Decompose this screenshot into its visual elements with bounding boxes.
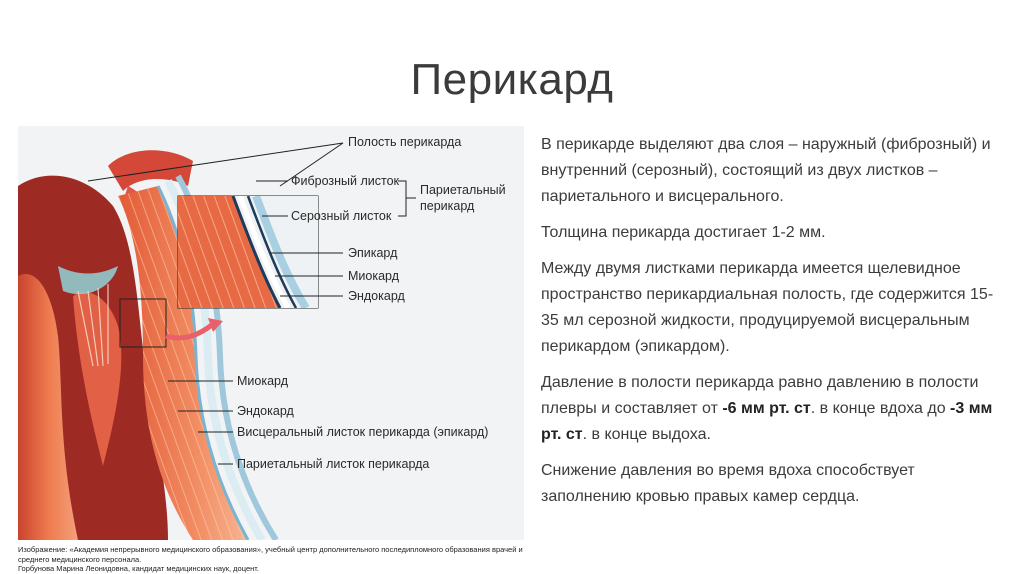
paragraph-cavity: Между двумя листками перикарда имеется щелевидное пространство перикардиальная полость, где содержится 15-35 мл серозной жидкости, продуцируемой висцеральным перикардом (эпикардом).: [541, 260, 994, 355]
paragraph-inhale-effect: Снижение давления во время вдоха способствует заполнению кровью правых камер сердца.: [541, 462, 915, 505]
label-parietal-pericardium-1: Париетальный: [420, 183, 506, 197]
label-parietal-layer: Париетальный листок перикарда: [237, 457, 430, 471]
caption-line-1: Изображение: «Академия непрерывного медицинского образования», учебный центр дополнительного последипломного образования врачей и: [18, 545, 523, 554]
label-myocardium: Миокард: [237, 374, 289, 388]
label-parietal-pericardium-2: перикард: [420, 199, 475, 213]
label-myocardium-inset: Миокард: [348, 269, 400, 283]
label-fibrous-layer: Фиброзный листок: [291, 174, 400, 188]
image-caption: [18, 545, 538, 574]
pressure-text-1: Давление в полости перикарда равно давлению в полости плевры и составляет от: [541, 374, 979, 417]
pressure-value-exhale: -3 мм рт. ст: [541, 400, 993, 443]
label-endocardium-inset: Эндокард: [348, 289, 405, 303]
pressure-text-3: . в конце выдоха.: [582, 426, 711, 443]
paragraph-thickness: Толщина перикарда достигает 1-2 мм.: [541, 224, 826, 241]
label-visceral-layer: Висцеральный листок перикарда (эпикард): [237, 425, 489, 439]
pressure-value-inhale: -6 мм рт. ст: [722, 400, 811, 417]
caption-line-2: среднего медицинского персонала.: [18, 554, 142, 564]
paragraph-layers: В перикарде выделяют два слоя – наружный (фиброзный) и внутренний (серозный), состоящий из двух листков – париетального и висцерального.: [541, 136, 991, 205]
label-serous-layer: Серозный листок: [291, 209, 392, 223]
pericardium-illustration: [18, 126, 524, 540]
pressure-text-2: . в конце вдоха до: [810, 400, 951, 417]
label-epicardium: Эпикард: [348, 246, 398, 260]
paragraph-pressure: [541, 370, 1003, 448]
label-endocardium: Эндокард: [237, 404, 294, 418]
description-text: [541, 132, 1003, 520]
caption-line-3: Горбунова Марина Леонидовна, кандидат медицинских наук, доцент.: [18, 564, 259, 573]
heart-anatomy-diagram: [18, 126, 524, 540]
slide-title: Перикард: [410, 55, 614, 105]
label-pericardial-cavity: Полость перикарда: [348, 135, 462, 149]
